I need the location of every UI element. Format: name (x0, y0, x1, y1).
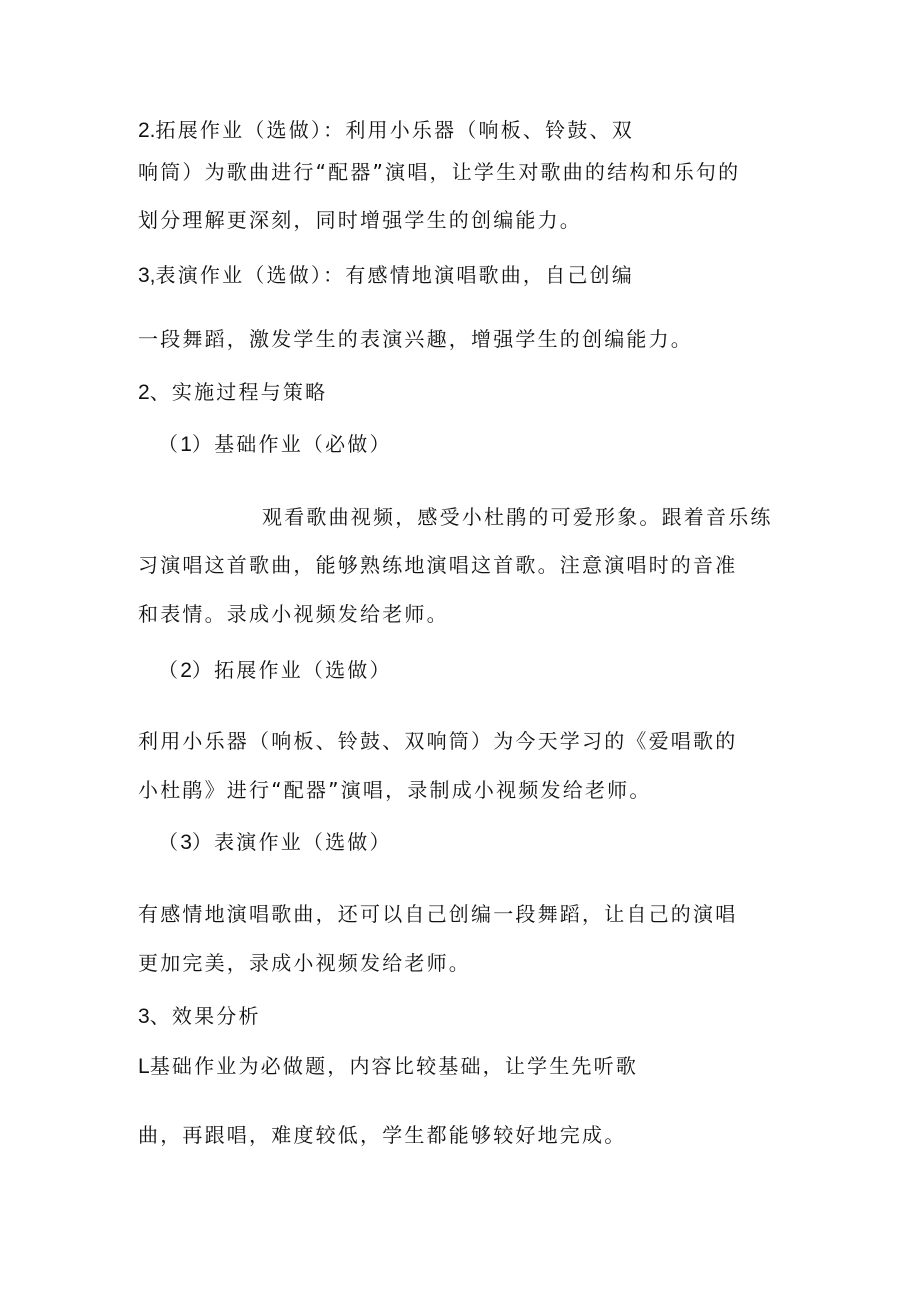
subsection-number: 3 (180, 831, 192, 854)
paragraph-line (138, 1122, 626, 1148)
section-number: 2 (138, 381, 150, 404)
subsection-heading (158, 657, 392, 684)
section-number: 3 (138, 1005, 150, 1028)
line-text: 有感情地演唱歌曲，还可以自己创编一段舞蹈，让自己的演唱 (138, 902, 738, 926)
line-text: 一段舞蹈，激发学生的表演兴趣，增强学生的创编能力。 (138, 327, 693, 351)
paragraph-line (262, 504, 773, 530)
line-text: 观看歌曲视频，感受小杜鹃的可爱形象。跟着音乐练 (262, 505, 773, 529)
line-text: 小杜鹃》进行“配器”演唱，录制成小视频发给老师。 (138, 778, 652, 802)
subsection-title: ）拓展作业（选做） (191, 658, 392, 682)
paragraph-line (138, 777, 652, 803)
subsection-heading (158, 829, 392, 856)
item-number: L (138, 1055, 150, 1078)
section-title: 、效果分析 (149, 1004, 261, 1028)
line-text: 和表情。录成小视频发给老师。 (138, 602, 449, 626)
subsection-heading (158, 431, 392, 458)
line-text: 基础作业为必做题，内容比较基础，让学生先听歌 (149, 1054, 639, 1078)
paragraph-line (138, 207, 582, 233)
paragraph-line (138, 1053, 638, 1080)
subsection-title: ）表演作业（选做） (191, 830, 392, 854)
item-number: 3, (138, 264, 156, 287)
paragraph-line (138, 159, 740, 185)
paragraph-line (138, 728, 737, 754)
line-text: 表演作业（选做）：有感情地演唱歌曲，自己创编 (155, 263, 634, 287)
subsection-number: 1 (180, 433, 192, 456)
line-text: 响筒）为歌曲进行“配器”演唱，让学生对歌曲的结构和乐句的 (138, 160, 741, 184)
line-text: 更加完美，录成小视频发给老师。 (138, 951, 471, 975)
paragraph-line (138, 117, 634, 144)
line-text: 拓展作业（选做）：利用小乐器（响板、铃鼓、双 (155, 118, 634, 142)
subsection-title: ）基础作业（必做） (191, 432, 392, 456)
section-title: 、实施过程与策略 (149, 380, 328, 404)
paragraph-line (138, 950, 471, 976)
open-paren: （ (158, 830, 181, 854)
line-text: 划分理解更深刻，同时增强学生的创编能力。 (138, 208, 582, 232)
item-number: 2. (138, 119, 156, 142)
line-text: 曲，再跟唱，难度较低，学生都能够较好地完成。 (138, 1123, 627, 1147)
subsection-number: 2 (180, 659, 192, 682)
paragraph-line (138, 901, 737, 927)
paragraph-line (138, 552, 737, 578)
paragraph-line (138, 326, 693, 352)
line-text: 利用小乐器（响板、铃鼓、双响筒）为今天学习的《爱唱歌的 (138, 729, 738, 753)
paragraph-line (138, 601, 449, 627)
open-paren: （ (158, 658, 181, 682)
paragraph-line (138, 262, 634, 289)
section-heading (138, 1003, 261, 1030)
open-paren: （ (158, 432, 181, 456)
line-text: 习演唱这首歌曲，能够熟练地演唱这首歌。注意演唱时的音准 (138, 553, 738, 577)
section-heading (138, 379, 327, 406)
